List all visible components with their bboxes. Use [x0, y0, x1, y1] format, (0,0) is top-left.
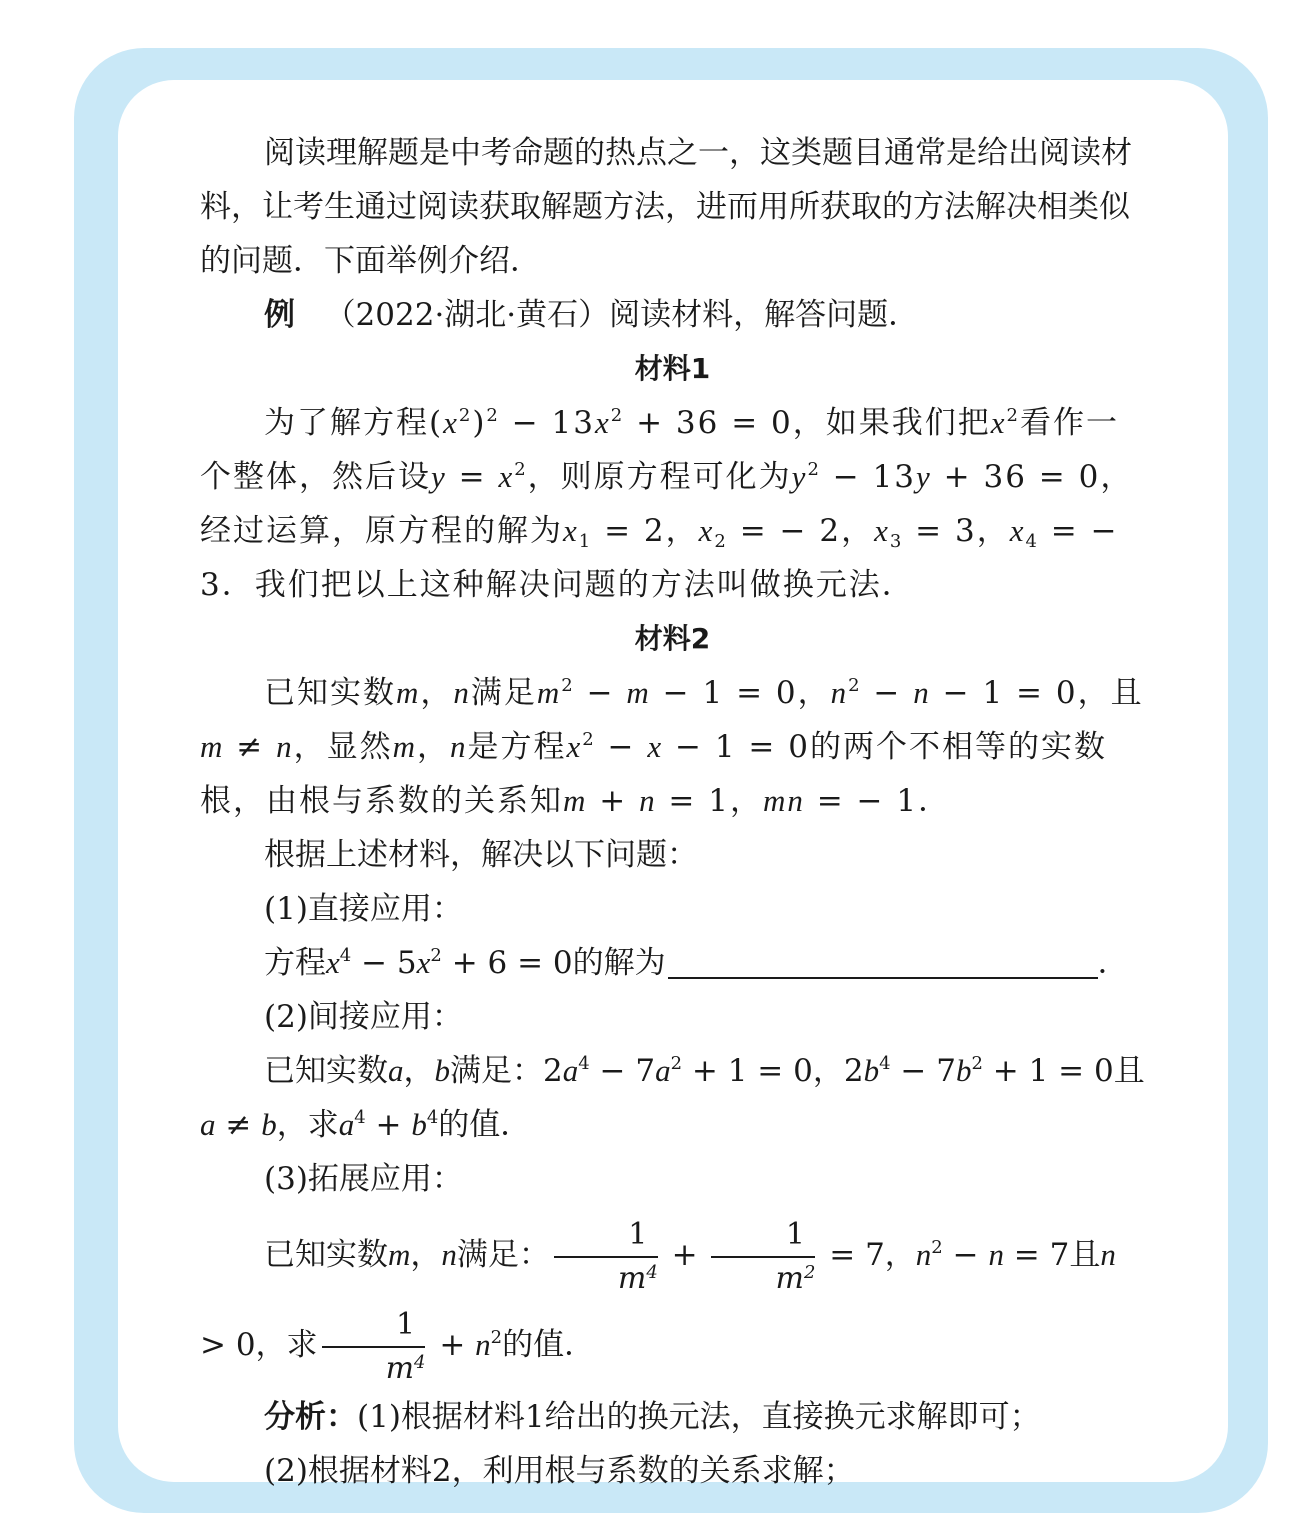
analysis-line-1: 分析：(1)根据材料1给出的换元法，直接换元求解即可； [264, 1399, 1041, 1435]
q2-label: (2)间接应用： [264, 999, 463, 1035]
material2-title: 材料2 [634, 622, 711, 655]
example-source: （2022·湖北·黄石）阅读材料，解答问题． [324, 297, 920, 333]
q1-body: 方程$x^4 - 5x^2 + 6 = 0$的解为 ． [264, 945, 1129, 981]
q3-body: 已知实数m，n满足： $\frac{1}{m^4}$ + $\frac{1}{m^2}$ = 7，$n^2 - n = 7$且n > 0，求 $\frac{1}{m^4}$ + $n^2$的值． [200, 1216, 1116, 1386]
analysis-line-2: (2)根据材料2，利用根与系数的关系求解； [264, 1453, 855, 1489]
q2-body: 已知实数a，b满足：$2a^4 - 7a^2 + 1 = 0$，$2b^4 - 7b^2 + 1 = 0$且a ≠ b，求$a^4 + b^4$的值． [200, 1053, 1145, 1143]
fraction-1-over-m4-b: $\frac{1}{m^4}$ [322, 1310, 426, 1384]
example-label: 例 [264, 297, 295, 333]
question-intro: 根据上述材料，解决以下问题： [264, 837, 698, 873]
document-body [200, 126, 1145, 1498]
answer-blank[interactable] [668, 947, 1098, 979]
analysis-label: 分析： [264, 1399, 357, 1435]
material1-paragraph: 为了解方程$(x^2)^2 - 13x^2 + 36 = 0$，如果我们把$x^2$看作一个整体，然后设$y = x^2$，则原方程可化为$y^2 - 13y + 36 = 0$，经过运算，原方程的解为$x_1 = 2$，$x_2$ = − 2，$x_3 = 3$，$x_4$ = − 3．我们把以上这种解决问题的方法叫做换元法． [200, 405, 1134, 603]
material2-paragraph: 已知实数m，n满足$m^2 - m - 1 = 0$，$n^2 - n - 1 = 0$，且m ≠ n，显然m，n是方程$x^2 - x - 1 = 0$的两个不相等的实数根，由根与系数的关系知m + n = 1，mn = − 1． [200, 675, 1144, 819]
q3-label: (3)拓展应用： [264, 1161, 463, 1197]
fraction-1-over-m4: $\frac{1}{m^4}$ [554, 1220, 658, 1294]
example-line [200, 288, 1145, 342]
intro-paragraph: 阅读理解题是中考命题的热点之一，这类题目通常是给出阅读材料，让考生通过阅读获取解题方法，进而用所获取的方法解决相类似的问题．下面举例介绍． [200, 135, 1132, 279]
q1-label: (1)直接应用： [264, 891, 463, 927]
material1-title: 材料1 [634, 352, 711, 385]
fraction-1-over-m2: $\frac{1}{m^2}$ [711, 1220, 815, 1294]
